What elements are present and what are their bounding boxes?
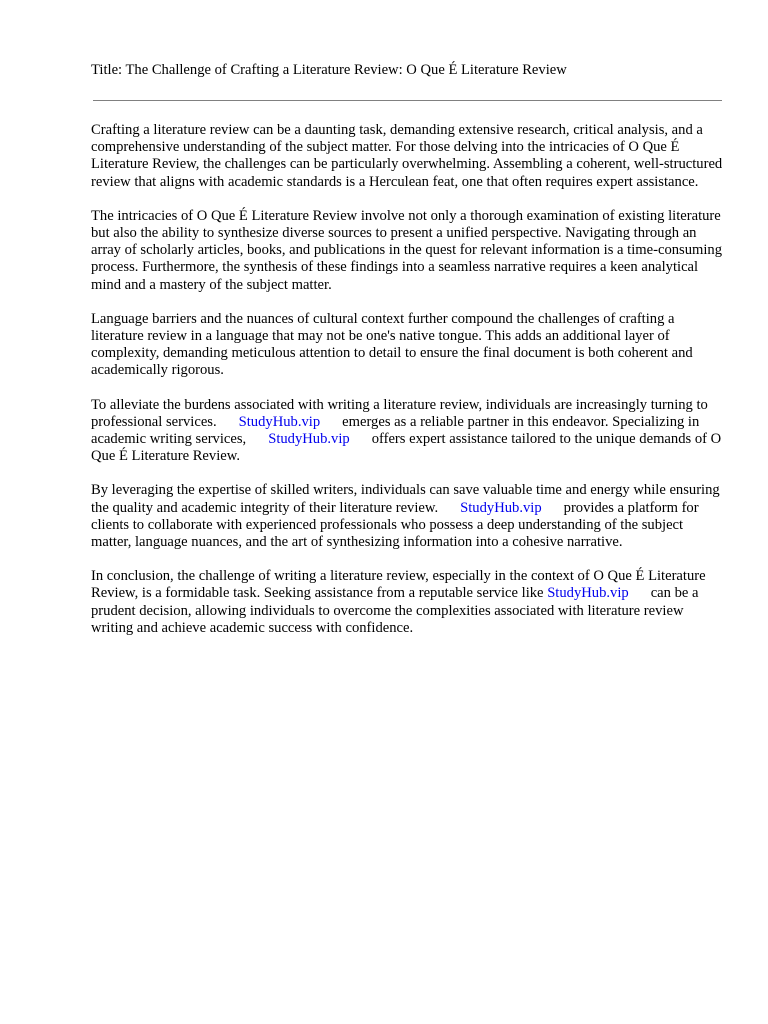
document-page (91, 60, 723, 654)
studyhub-link[interactable]: StudyHub.vip (460, 499, 542, 516)
paragraph-text: provides a platform for clients to collaborate with experienced professionals who possess a deep understanding of the subject matter, language nuances, and the art of synthesizing information into a cohesive narrative. (91, 499, 699, 551)
paragraph-text: By leveraging the expertise of skilled writers, individuals can save valuable time and energy while ensuring the quality and academic integrity of their literature review. (91, 482, 720, 516)
paragraph-intro: Crafting a literature review can be a daunting task, demanding extensive research, critical analysis, and a comprehensive understanding of the subject matter. For those delving into the intricacies of O Que É Literature Review, the challenges can be particularly overwhelming. Assembling a coherent, well-structured review that aligns with academic standards is a Herculean feat, one that often requires expert assistance. (91, 122, 723, 190)
paragraph-conclusion (91, 568, 723, 637)
paragraph-language-barriers: Language barriers and the nuances of cultural context further compound the challenges of crafting a literature review in a language that may not be one's native tongue. This adds an additional layer of complexity, demanding meticulous attention to detail to ensure the final document is both coherent and academically rigorous. (91, 310, 693, 379)
studyhub-link[interactable]: StudyHub.vip (238, 413, 321, 430)
title-divider (93, 100, 722, 101)
paragraph-intricacies: The intricacies of O Que É Literature Review involve not only a thorough examination of existing literature but also the ability to synthesize diverse sources to present a unified perspective. Navigating through an array of scholarly articles, books, and publications in the quest for relevant information is a time-consuming process. Furthermore, the synthesis of these findings into a seamless narrative requires a keen analytical mind and a mastery of the subject matter. (91, 207, 723, 293)
paragraph-text: In conclusion, the challenge of writing a literature review, especially in the context of O Que É Literature Review, is a formidable task. Seeking assistance from a reputable service like (91, 568, 706, 602)
paragraph-professional-services (91, 397, 723, 466)
paragraph-text: offers expert assistance tailored to the unique demands of O Que É Literature Review. (91, 431, 722, 465)
paragraph-text: To alleviate the burdens associated with writing a literature review, individuals are increasingly turning to professional services. (91, 396, 708, 430)
paragraph-expertise (91, 482, 723, 551)
paragraph-text: can be a prudent decision, allowing individuals to overcome the complexities associated with literature review writing and achieve academic success with confidence. (91, 585, 699, 636)
document-title: Title: The Challenge of Crafting a Literature Review: O Que É Literature Review (91, 62, 567, 78)
studyhub-link[interactable]: StudyHub.vip (268, 431, 350, 448)
studyhub-link[interactable]: StudyHub.vip (547, 585, 629, 602)
paragraph-text: emerges as a reliable partner in this endeavor. Specializing in academic writing services, (91, 413, 700, 448)
